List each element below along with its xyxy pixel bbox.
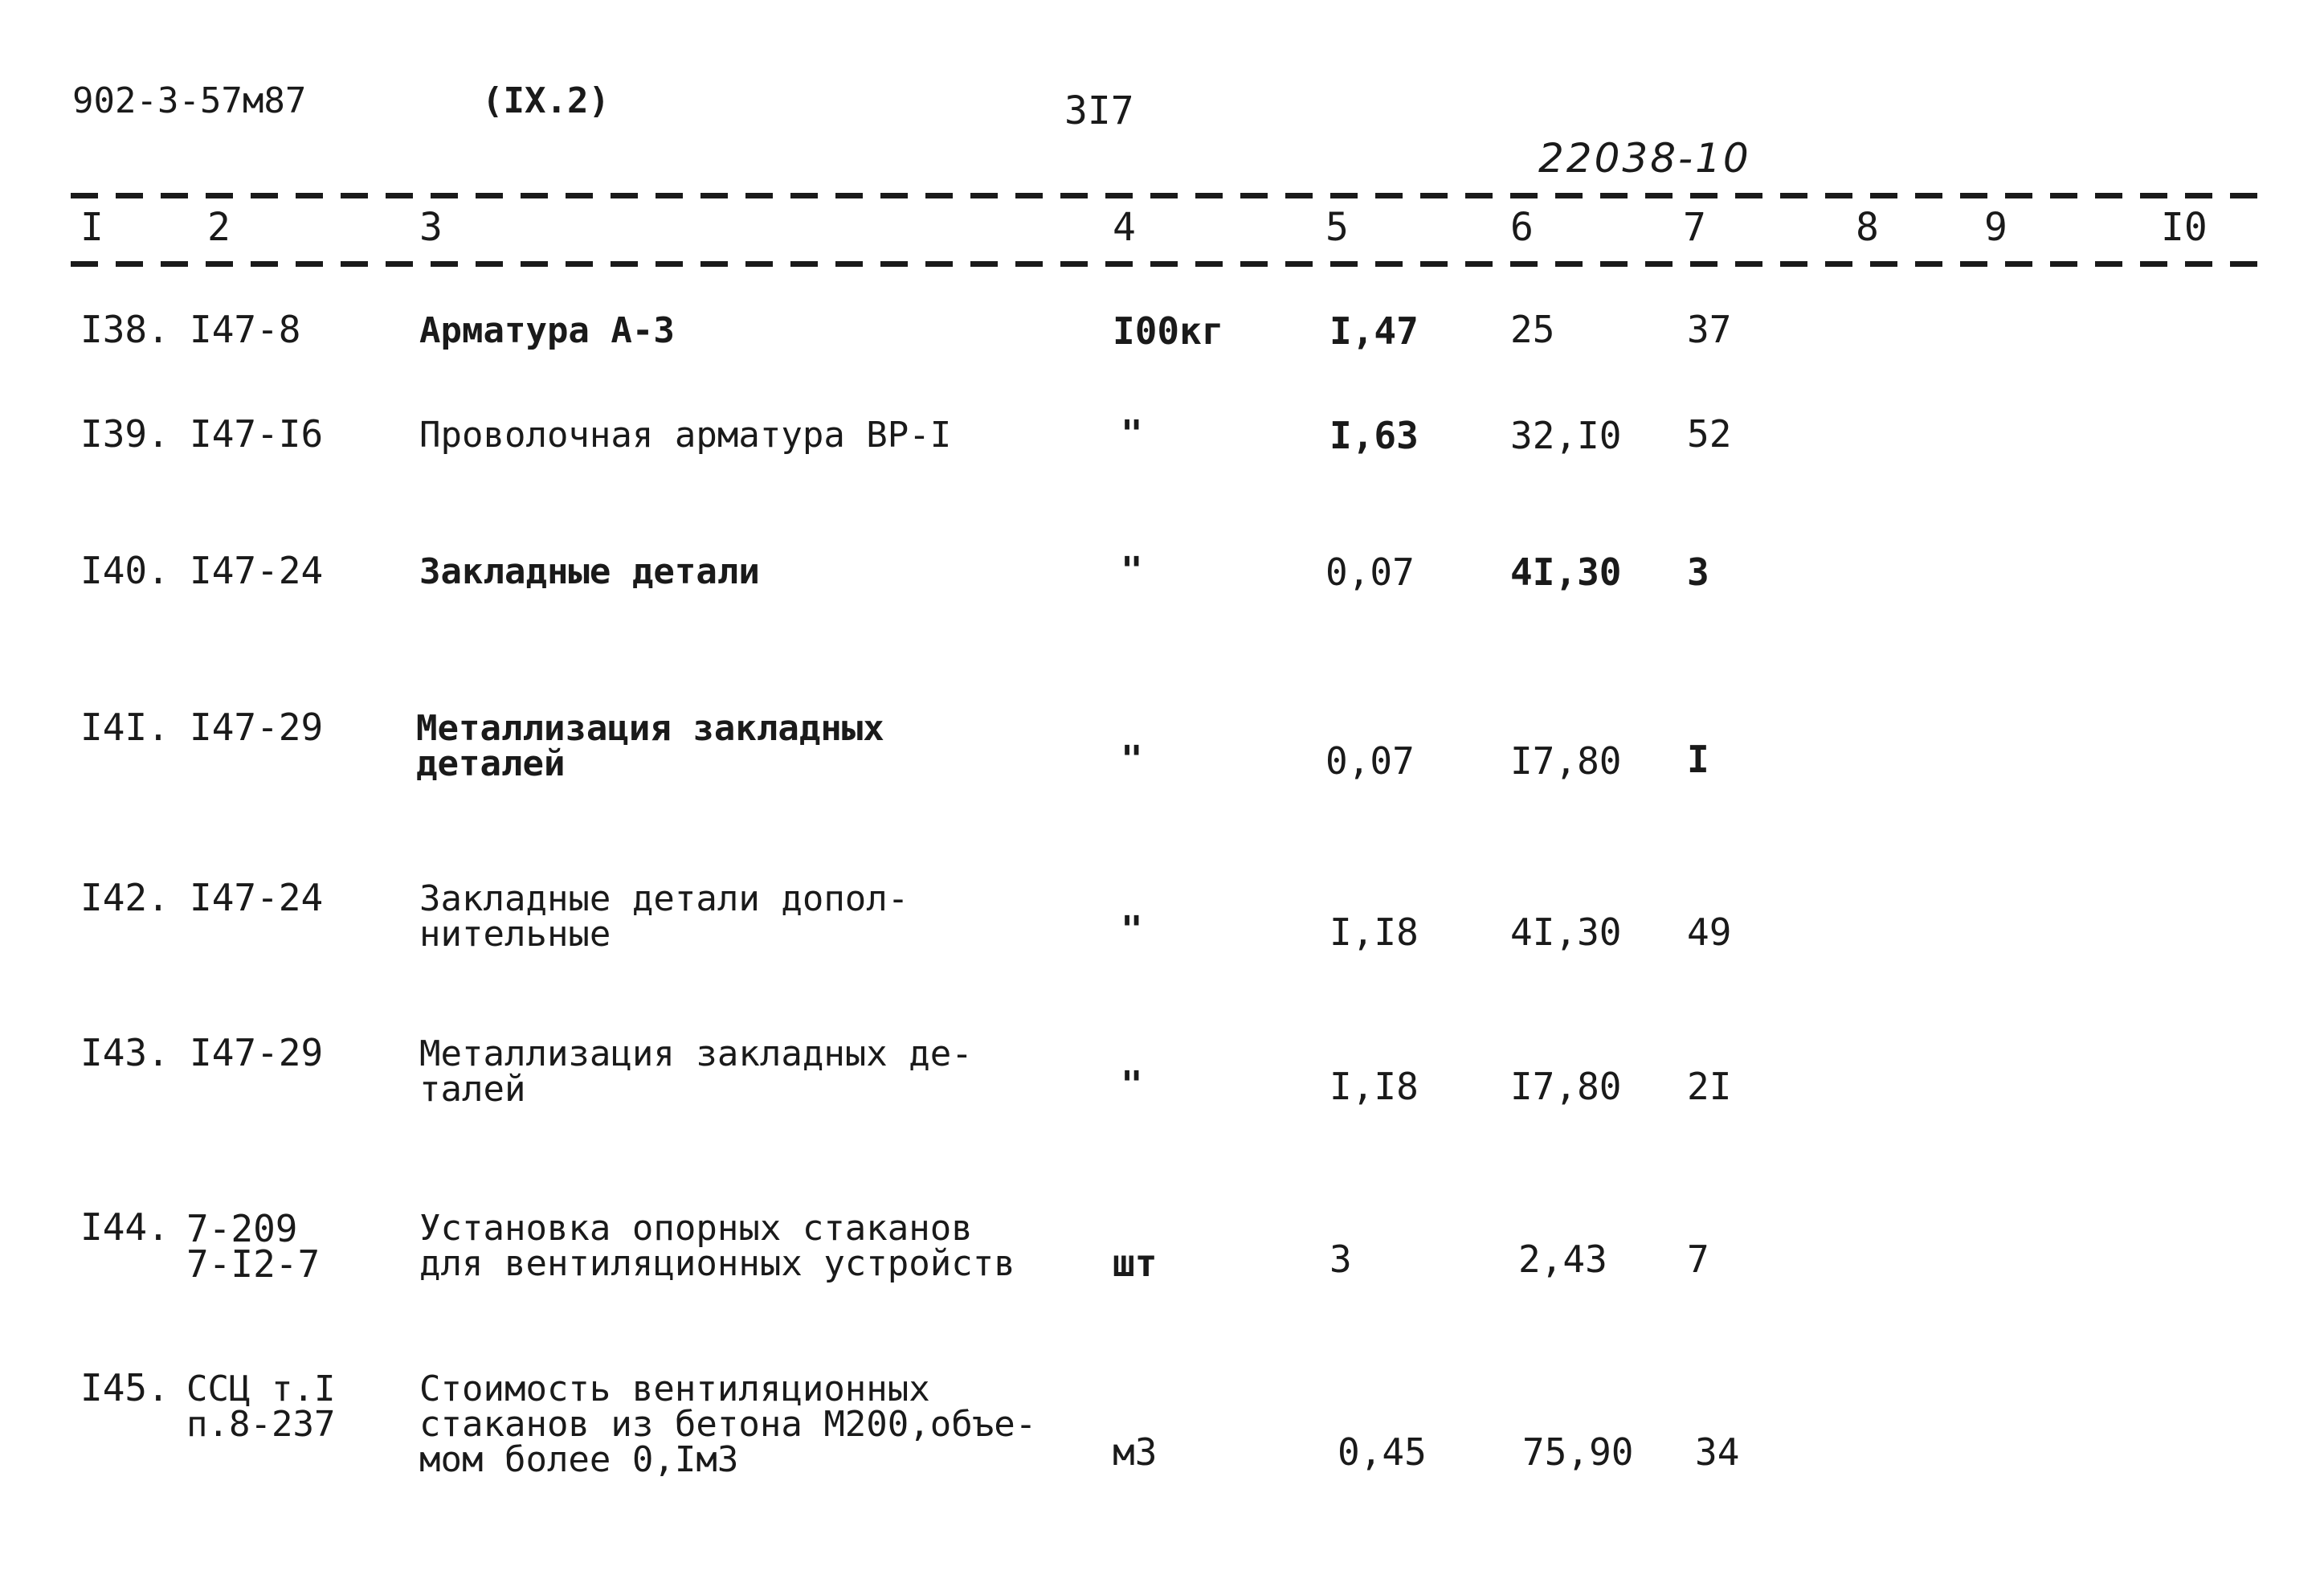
col-header-4: 4 [1113,205,1136,250]
col-header-10: I0 [2161,205,2208,250]
row-name: Арматура А-3 [419,310,675,351]
col-header-1: I [80,205,104,250]
sheet-reference: (IX.2) [482,80,610,121]
row-qty: I,I8 [1329,910,1419,954]
row-code: I47-29 [190,706,324,749]
row-price: 2,43 [1518,1238,1607,1281]
row-number: I42. [80,876,170,919]
row-unit: " [1121,738,1143,781]
row-cost: 34 [1695,1430,1740,1474]
col-header-7: 7 [1683,205,1706,250]
row-price: 32,I0 [1510,414,1622,457]
row-name: Металлизация закладных де- талей [419,1033,973,1110]
row-unit: " [1121,908,1143,951]
row-cost: 2I [1687,1065,1732,1108]
row-qty: 0,07 [1325,739,1415,783]
col-header-9: 9 [1984,205,2007,250]
row-unit: " [1121,412,1143,456]
row-number: I44. [80,1205,170,1249]
row-name: Металлизация закладных деталей [416,708,884,784]
row-code: I47-29 [190,1031,324,1074]
col-header-6: 6 [1510,205,1534,250]
page-number: 3I7 [1064,88,1134,133]
row-code: ССЦ т.I п.8-237 [186,1368,336,1445]
row-qty: 0,45 [1338,1430,1427,1474]
row-name: Проволочная арматура ВР-I [419,415,952,456]
row-cost: 3 [1687,550,1709,594]
header-bottom-rule [71,261,2272,267]
row-code: I47-8 [190,308,301,351]
document-code: 902-3-57м87 [72,80,307,121]
col-header-8: 8 [1856,205,1879,250]
row-price: 4I,30 [1510,910,1622,954]
row-name: Стоимость вентиляционных стаканов из бетона М200,объе- мом более 0,Iм3 [419,1368,1037,1480]
row-number: I45. [80,1366,170,1409]
row-name: Закладные детали [419,551,760,592]
row-price: 25 [1510,308,1555,351]
row-qty: I,47 [1329,309,1419,353]
row-qty: I,63 [1329,414,1419,457]
row-number: I43. [80,1031,170,1074]
row-number: I38. [80,308,170,351]
row-qty: I,I8 [1329,1065,1419,1108]
row-price: I7,80 [1510,1065,1622,1108]
row-price: 4I,30 [1510,550,1622,594]
row-cost: 37 [1687,308,1732,351]
row-cost: 49 [1687,910,1732,954]
row-qty: 3 [1329,1238,1352,1281]
row-cost: I [1687,738,1709,781]
row-code: I47-24 [190,549,324,592]
row-number: I4I. [80,706,170,749]
handwritten-number: 22038-10 [1538,135,1751,182]
row-unit: " [1121,549,1143,592]
row-number: I40. [80,549,170,592]
row-cost: 52 [1687,412,1732,456]
row-name: Установка опорных стаканов для вентиляционных устройств [419,1208,1015,1284]
row-name: Закладные детали допол- нительные [419,878,909,955]
row-code: 7-209 7-I2-7 [186,1207,321,1286]
row-unit: м3 [1113,1430,1158,1474]
row-price: 75,90 [1522,1430,1634,1474]
header-top-rule [71,193,2272,198]
row-code: I47-24 [190,876,324,919]
col-header-5: 5 [1325,205,1349,250]
row-price: I7,80 [1510,739,1622,783]
row-cost: 7 [1687,1238,1709,1281]
row-code: I47-I6 [190,412,324,456]
col-header-2: 2 [207,205,231,250]
row-qty: 0,07 [1325,550,1415,594]
row-unit: шт [1113,1242,1158,1285]
row-unit: " [1121,1063,1143,1107]
row-number: I39. [80,412,170,456]
col-header-3: 3 [419,205,443,250]
row-unit: I00кг [1113,309,1224,353]
